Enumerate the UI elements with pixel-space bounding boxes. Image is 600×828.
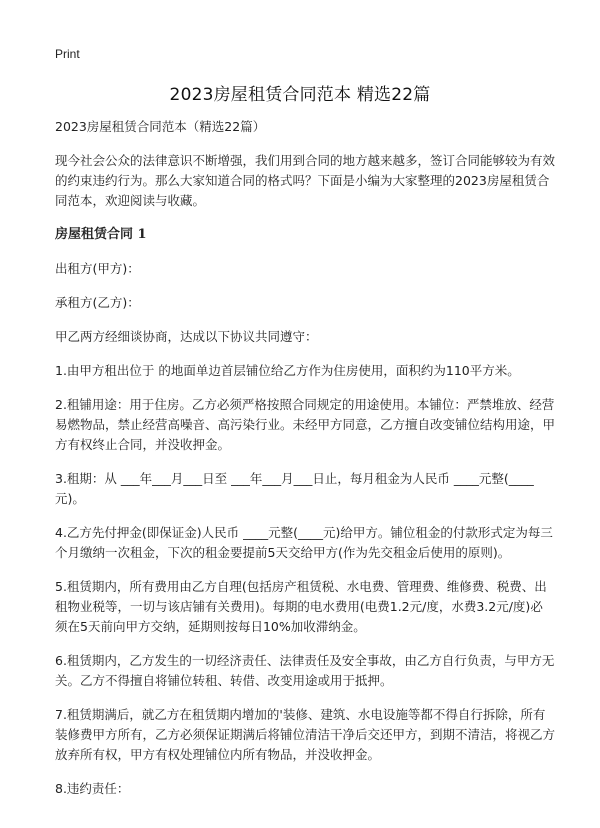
intro-paragraph: 现今社会公众的法律意识不断增强，我们用到合同的地方越来越多，签订合同能够较为有效的约束违约行为。那么大家知道合同的格式吗？下面是小编为大家整理的2023房屋租赁合同范本，欢迎阅读与收藏。 (55, 153, 556, 208)
document-subtitle: 2023房屋租赁合同范本（精选22篇） (55, 119, 266, 134)
agreement-intro: 甲乙两方经细谈协商，达成以下协议共同遵守： (55, 329, 318, 344)
lessee-line: 承租方(乙方)： (55, 295, 140, 310)
clause-7: 7.租赁期满后，就乙方在租赁期内增加的'装修、建筑、水电设施等都不得自行拆除，所有装修费甲方所有，乙方必须保证期满后将铺位清洁干净后交还甲方，到期不清洁，将视乙方放弃所有权，甲方有权处理铺位内所有物品，并没收押金。 (55, 707, 556, 762)
clause-4: 4.乙方先付押金(即保证金)人民币 ____元整(____元)给甲方。铺位租金的付款形式定为每三个月缴纳一次租金，下次的租金要提前5天交给甲方(作为先交租金后使用的原则)。 (55, 525, 553, 560)
clause-3: 3.租期：从 ___年___月___日至 ___年___月___日止，每月租金为人民币 ____元整(____元)。 (55, 471, 534, 506)
document-body (55, 117, 555, 813)
clause-1: 1.由甲方租出位于 的地面单边首层铺位给乙方作为住房使用，面积约为110平方米。 (55, 363, 520, 378)
lessor-line: 出租方(甲方)： (55, 261, 140, 276)
clause-8: 8.违约责任： (55, 781, 130, 796)
clause-6: 6.租赁期内，乙方发生的一切经济责任、法律责任及安全事故，由乙方自行负责，与甲方无关。乙方不得擅自将铺位转租、转借、改变用途或用于抵押。 (55, 653, 555, 688)
clause-2: 2.租铺用途：用于住房。乙方必须严格按照合同规定的用途使用。本铺位：严禁堆放、经营易燃物品，禁止经营高噪音、高污染行业。未经甲方同意，乙方擅自改变铺位结构用途，甲方有权终止合同，并没收押金。 (55, 397, 556, 452)
print-link[interactable]: Print (55, 47, 80, 61)
clause-5: 5.租赁期内，所有费用由乙方自理(包括房产租赁税、水电费、管理费、维修费、税费、出租物业税等，一切与该店铺有关费用)。每期的电水费用(电费1.2元/度，水费3.2元/度)必须在5天前向甲方交纳，延期则按每日10%加收滞纳金。 (55, 579, 547, 634)
section-heading: 房屋租赁合同 1 (55, 227, 147, 242)
document-title: 2023房屋租赁合同范本 精选22篇 (169, 85, 431, 105)
